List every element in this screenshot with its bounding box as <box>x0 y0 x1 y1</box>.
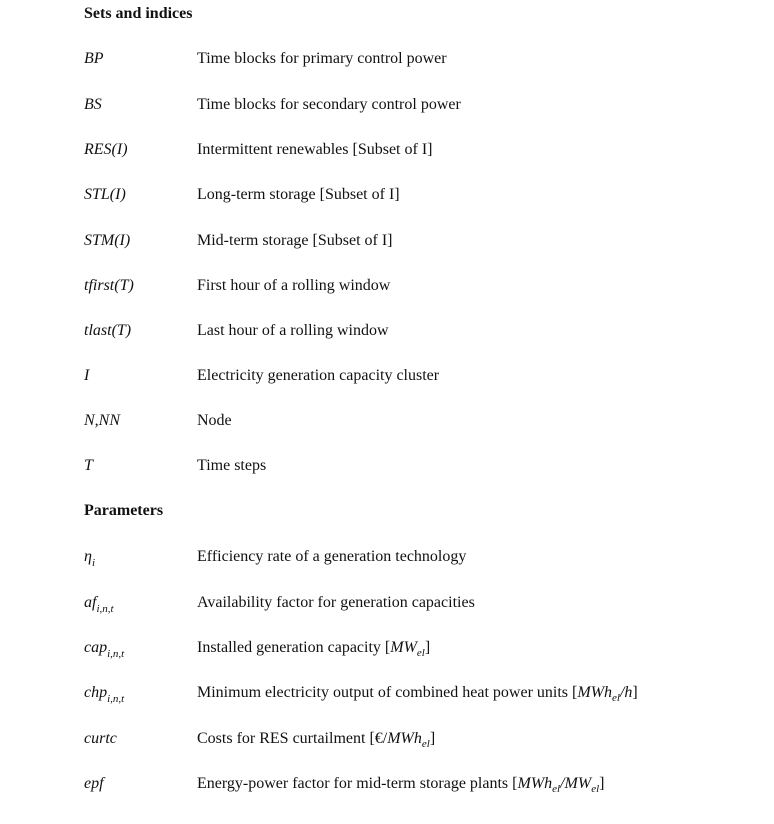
set-description: Time blocks for secondary control power <box>197 96 461 113</box>
parameter-symbol-base: epf <box>84 775 104 792</box>
set-symbol: tfirst(T) <box>84 277 134 294</box>
parameter-description <box>197 774 604 795</box>
parameter-row <box>0 547 774 569</box>
parameter-description-text: Installed generation capacity <box>197 639 385 656</box>
set-symbol: T <box>84 457 93 474</box>
parameter-row <box>0 729 774 751</box>
parameter-symbol-subscript: i <box>91 557 95 569</box>
unit-bracket-close: ] <box>599 775 605 792</box>
set-description: Mid-term storage [Subset of I] <box>197 232 393 249</box>
set-symbol: N,NN <box>84 412 121 429</box>
unit-bracket-close: ] <box>429 730 436 747</box>
unit-bracket-open: [ <box>512 775 518 792</box>
set-row <box>0 95 774 117</box>
parameter-symbol-base: af <box>84 594 97 611</box>
parameter-symbol-base: curtc <box>84 730 117 747</box>
set-row <box>0 456 774 478</box>
set-row <box>0 366 774 388</box>
parameters-section-title: Parameters <box>84 502 164 519</box>
unit-subscript: el <box>421 738 430 750</box>
set-description: Time blocks for primary control power <box>197 50 447 67</box>
parameter-description <box>197 683 638 704</box>
set-row <box>0 411 774 433</box>
unit-main: MWh <box>387 730 422 747</box>
set-symbol: STL(I) <box>84 186 126 203</box>
unit-subscript: el <box>416 647 425 659</box>
set-description: Long-term storage [Subset of I] <box>197 186 400 203</box>
unit-subscript: el <box>552 783 561 795</box>
parameter-symbol-subscript: i,n,t <box>107 648 125 660</box>
set-symbol: I <box>84 367 90 384</box>
set-symbol: STM(I) <box>84 232 131 249</box>
unit-main: MW <box>390 639 417 656</box>
unit-bracket-close: ] <box>632 684 638 701</box>
set-row <box>0 276 774 298</box>
unit-bracket-open: [€/ <box>369 730 388 747</box>
set-row <box>0 185 774 207</box>
parameter-symbol <box>84 683 124 704</box>
parameter-description-text: Costs for RES curtailment <box>197 730 370 747</box>
parameter-description: Efficiency rate of a generation technology <box>197 548 467 565</box>
parameter-symbol-subscript: i,n,t <box>107 693 125 705</box>
set-symbol: tlast(T) <box>84 322 132 339</box>
set-description: Node <box>197 412 232 429</box>
set-description: Electricity generation capacity cluster <box>197 367 440 384</box>
set-symbol: BS <box>84 96 102 113</box>
unit-main: MWh <box>577 684 613 701</box>
parameter-row <box>0 593 774 615</box>
unit-bracket-open: [ <box>572 684 578 701</box>
parameter-symbol <box>84 729 117 749</box>
parameter-symbol <box>84 547 95 568</box>
parameter-symbol <box>84 638 124 659</box>
set-row <box>0 231 774 253</box>
set-row <box>0 140 774 162</box>
set-description: Last hour of a rolling window <box>197 322 389 339</box>
unit-subscript: el <box>612 692 620 704</box>
unit-text <box>517 775 600 795</box>
set-description: First hour of a rolling window <box>197 277 391 294</box>
set-symbol: BP <box>84 50 104 67</box>
parameter-description: Availability factor for generation capacities <box>197 594 475 611</box>
set-row <box>0 49 774 71</box>
set-symbol: RES(I) <box>84 141 128 158</box>
parameter-symbol-base: cap <box>84 639 108 656</box>
parameter-description <box>197 638 430 659</box>
unit-bracket-open: [ <box>384 639 391 656</box>
parameter-symbol-subscript: i,n,t <box>96 603 114 615</box>
unit-rest-subscript: el <box>591 783 600 795</box>
unit-rest: /h <box>619 684 633 701</box>
parameter-description-text: Minimum electricity output of combined heat power units <box>197 684 573 701</box>
parameter-row <box>0 638 774 660</box>
parameter-symbol <box>84 774 104 794</box>
parameter-symbol-base: η <box>84 548 92 565</box>
parameter-symbol <box>84 593 114 614</box>
parameter-row <box>0 683 774 705</box>
parameter-description <box>197 729 435 750</box>
parameter-symbol-base: chp <box>84 684 108 701</box>
sets-section-title: Sets and indices <box>84 5 193 22</box>
unit-text <box>387 730 430 750</box>
parameter-row <box>0 774 774 796</box>
unit-text <box>390 639 425 659</box>
set-description: Time steps <box>197 457 267 474</box>
parameter-description-text: Energy-power factor for mid-term storage plants <box>197 775 513 792</box>
set-description: Intermittent renewables [Subset of I] <box>197 141 433 158</box>
unit-bracket-close: ] <box>424 639 431 656</box>
unit-rest: /MW <box>560 775 592 792</box>
unit-main: MWh <box>517 775 553 792</box>
set-row <box>0 321 774 343</box>
unit-text <box>577 684 633 704</box>
